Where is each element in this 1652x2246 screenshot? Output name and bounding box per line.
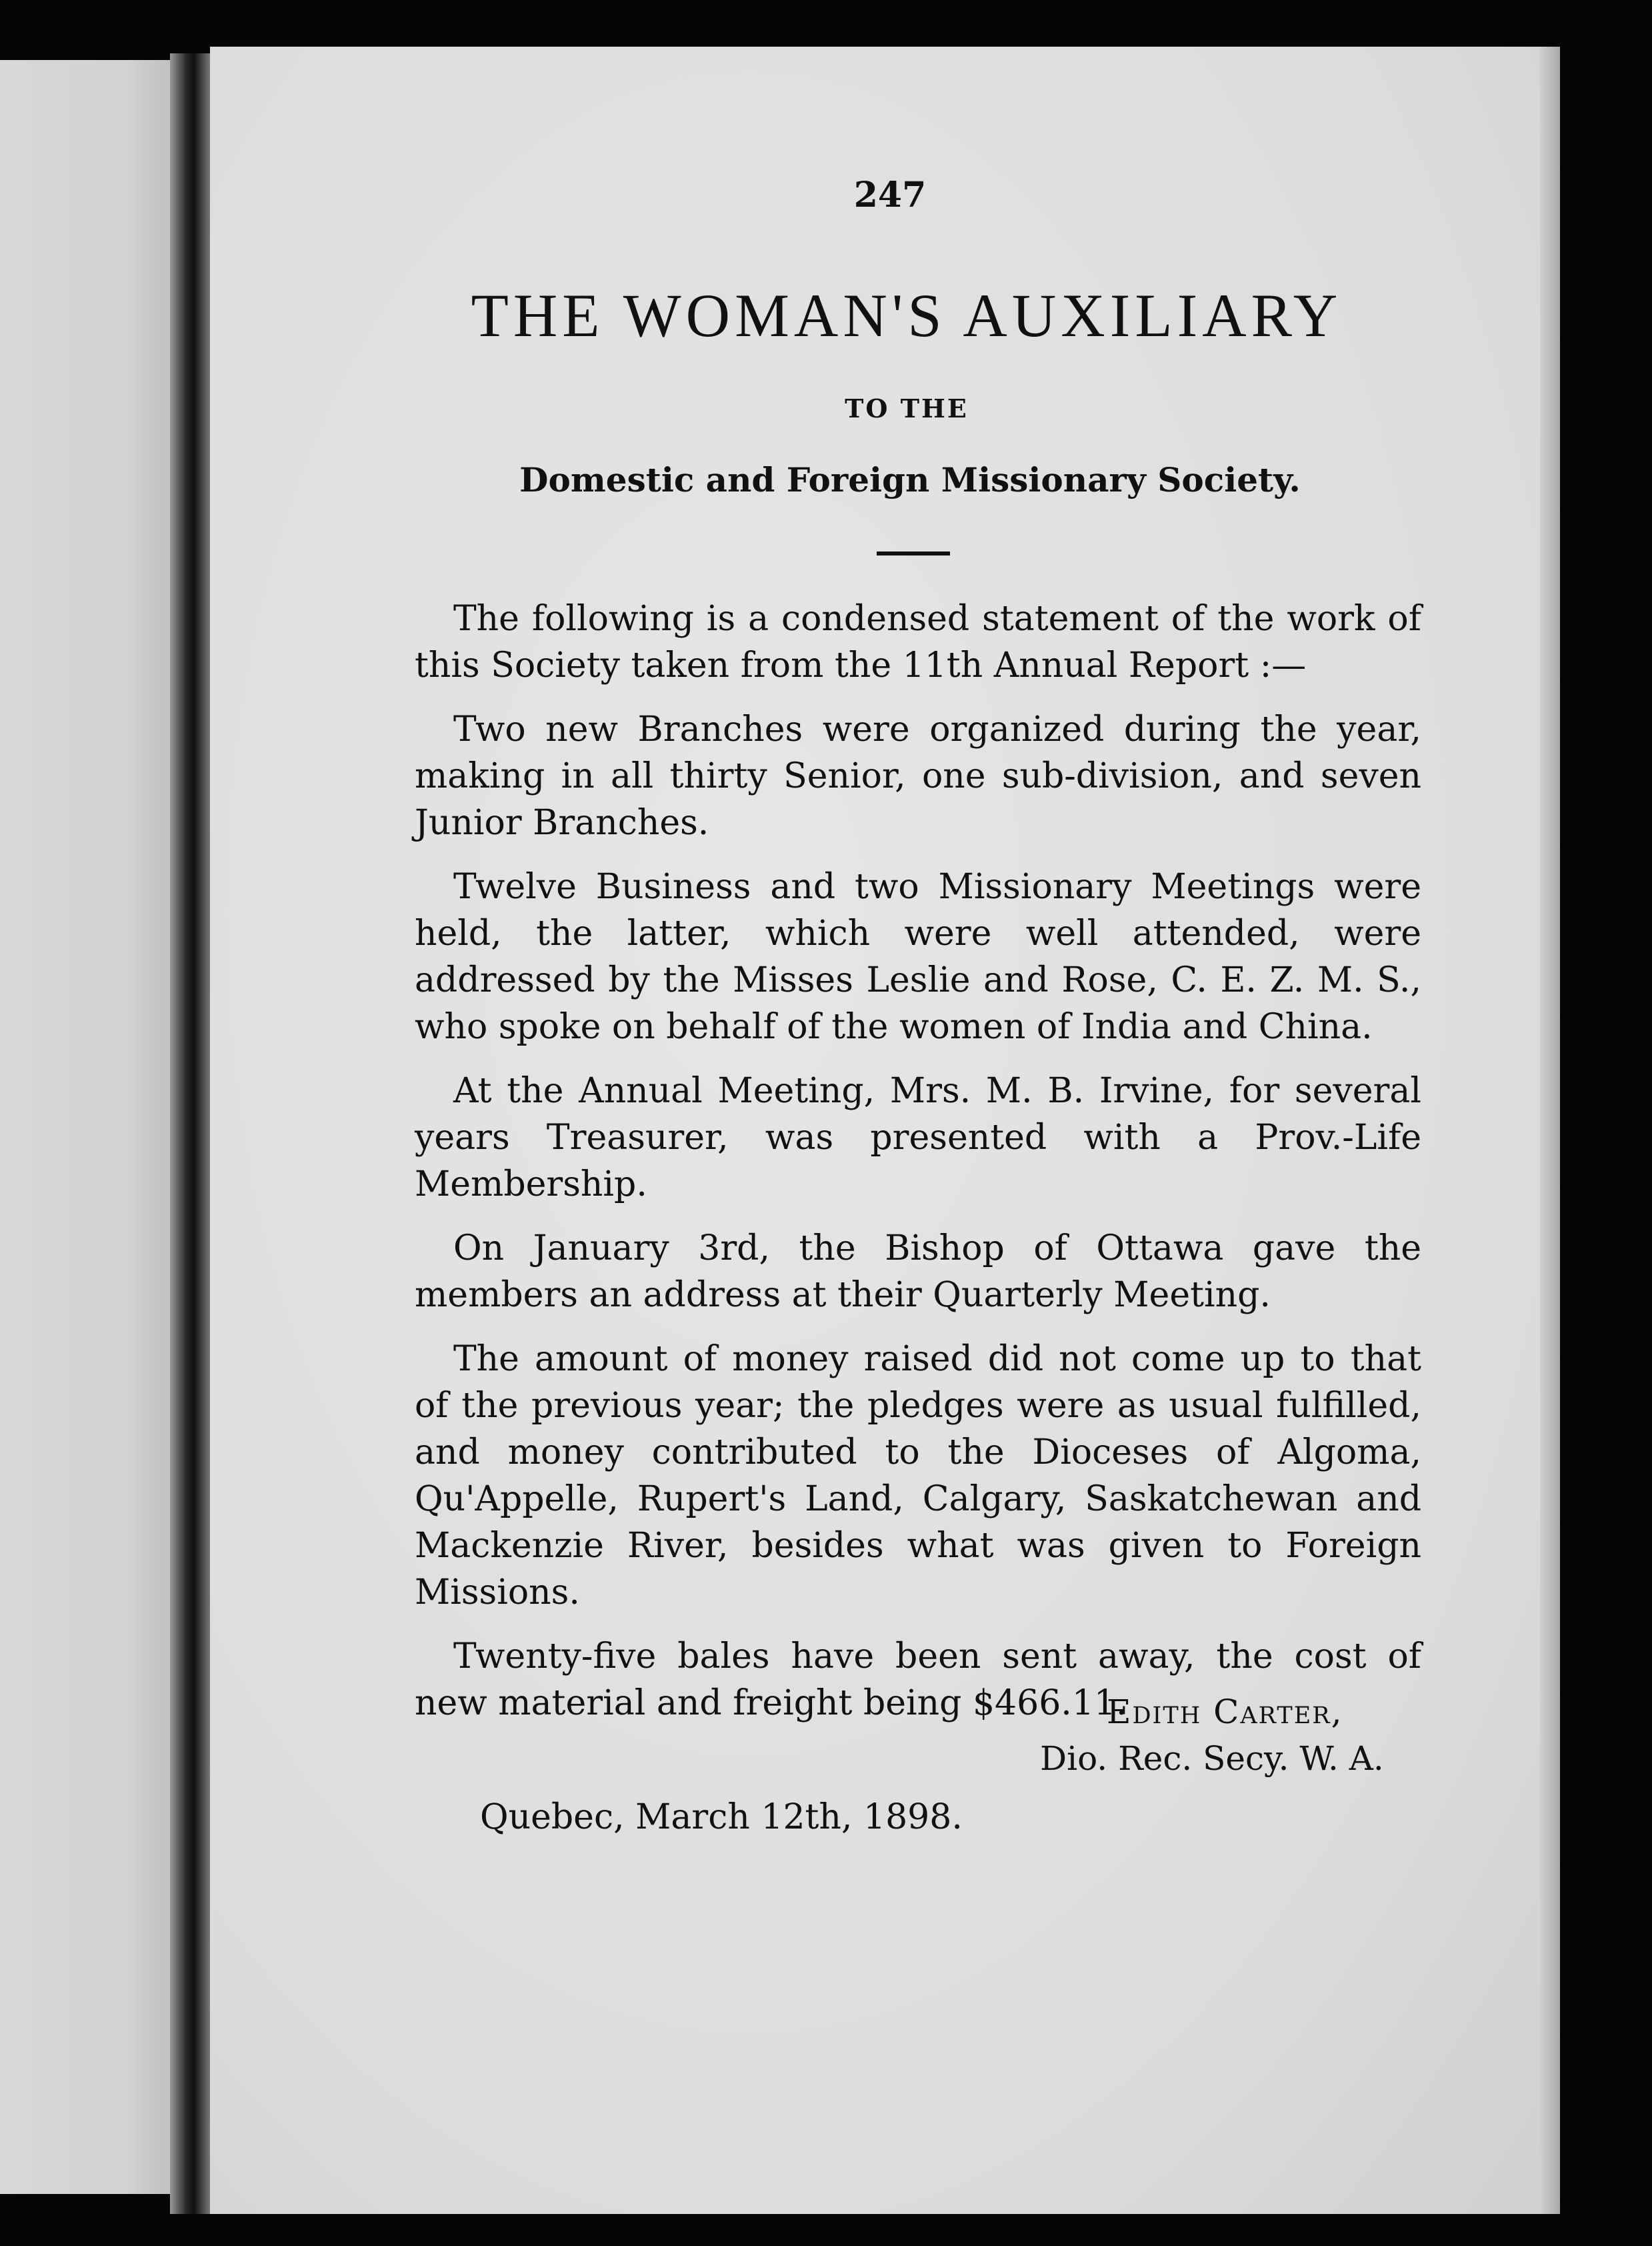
divider-rule <box>877 551 950 555</box>
body-text <box>415 596 1421 1744</box>
book-gutter <box>170 53 210 2214</box>
paragraph-meetings: Twelve Business and two Missionary Meetings were held, the latter, which were well attended, were addressed by the Misses Leslie and Rose, C. E. Z. M. S., who spoke on behalf of the women of India and China. <box>415 867 1421 1047</box>
subtitle: TO THE <box>845 393 969 423</box>
society-title: Domestic and Foreign Missionary Society. <box>519 460 1301 499</box>
page-title: THE WOMAN'S AUXILIARY <box>471 281 1343 349</box>
signature-block <box>973 1689 1413 1782</box>
page-number: 247 <box>853 175 927 215</box>
paragraph-branches: Two new Branches were organized during the year, making in all thirty Senior, one sub-division, and seven Junior Branches. <box>415 710 1421 843</box>
paragraph-bales: Twenty-five bales have been sent away, the cost of new material and freight being $466.11. <box>415 1636 1421 1723</box>
signature-name: Edith Carter, <box>1107 1693 1343 1731</box>
signature-title: Dio. Rec. Secy. W. A. <box>1040 1739 1384 1778</box>
paragraph-money: The amount of money raised did not come up to that of the previous year; the pledges were as usual fulfilled, and money contributed to the Dioceses of Algoma, Qu'Appelle, Rupert's Land, Calgary, Saskatchewan and Mackenzie River, besides what was given to Foreign Missions. <box>415 1339 1421 1612</box>
dateline: Quebec, March 12th, 1898. <box>480 1797 963 1837</box>
paragraph-bishop-address: On January 3rd, the Bishop of Ottawa gave the members an address at their Quarterly Meeting. <box>415 1228 1421 1315</box>
paragraph-intro: The following is a condensed statement of the work of this Society taken from the 11th Annual Report :— <box>415 599 1421 686</box>
paragraph-annual-meeting: At the Annual Meeting, Mrs. M. B. Irvine, for several years Treasurer, was presented with a Prov.-Life Membership. <box>415 1071 1421 1204</box>
page-edge <box>1540 47 1560 2214</box>
left-page-margin <box>0 60 180 2194</box>
